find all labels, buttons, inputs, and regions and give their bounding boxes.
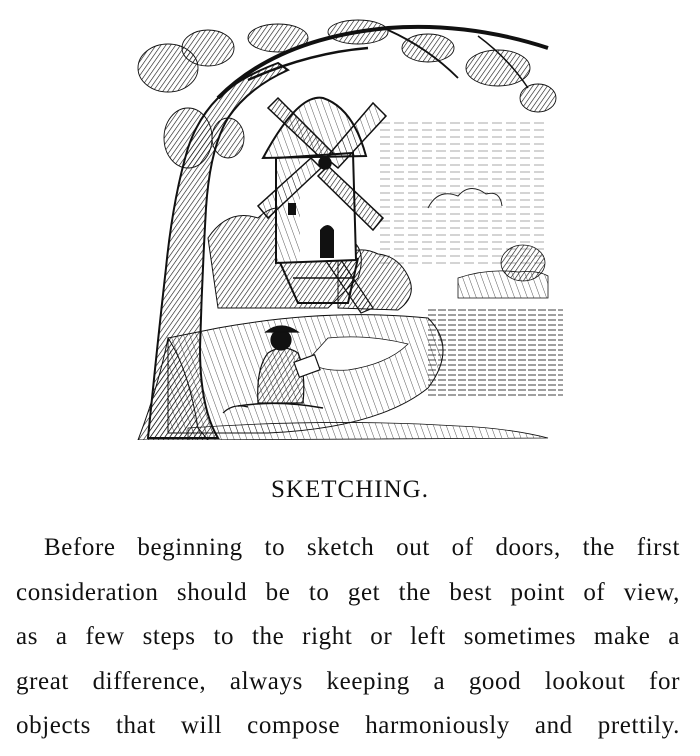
section-heading: SKETCHING. (271, 476, 429, 503)
paragraph-line: objects that will compose harmoniously and prettily. (16, 712, 680, 739)
paragraph-line: Before beginning to sketch out of doors, the first (44, 534, 680, 561)
body-paragraph (16, 526, 680, 749)
paragraph-line: consideration should be to get the best point of view, (16, 578, 680, 606)
windmill-illustration (128, 8, 568, 440)
paragraph-line: as a few steps to the right or left sometimes make a (16, 623, 680, 650)
windmill-engraving-icon (128, 8, 568, 440)
paragraph-line: great difference, always keeping a good lookout for (16, 667, 680, 695)
